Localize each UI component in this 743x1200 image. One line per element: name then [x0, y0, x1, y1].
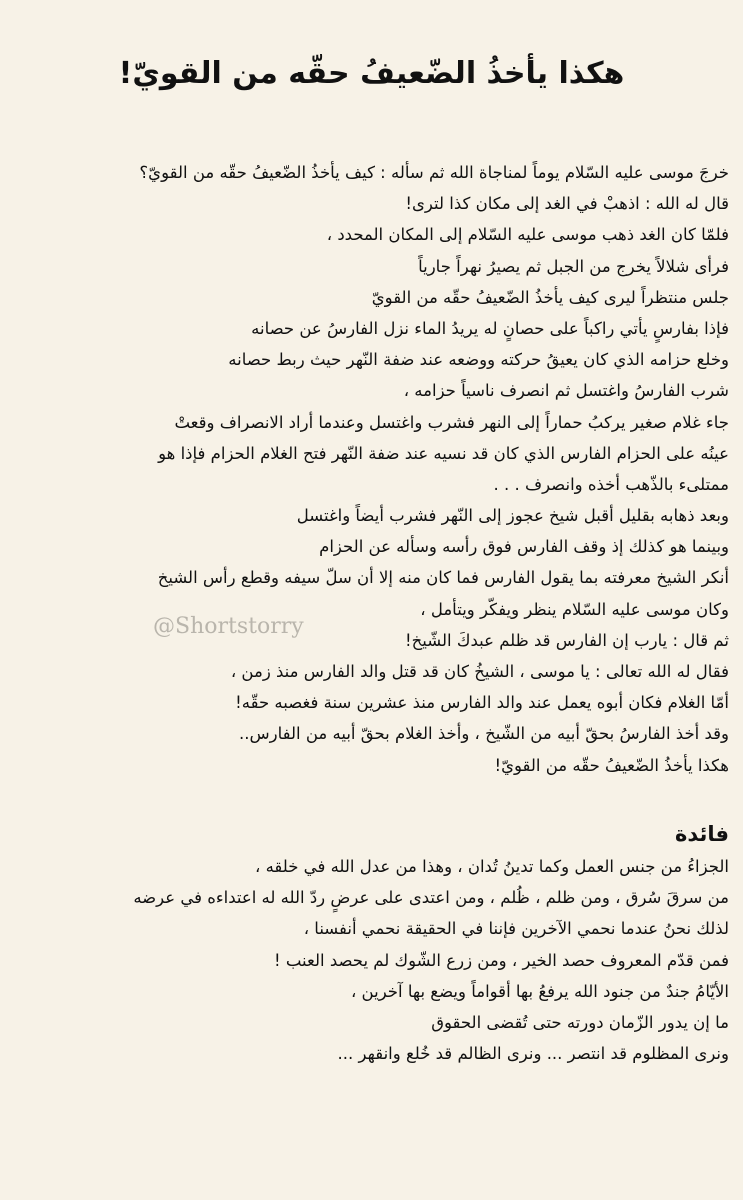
- lesson-line: الأيّامُ جندٌ من جنود الله يرفعُ بها أقواماً ويضع بها آخرين ،: [350, 981, 729, 1001]
- story-line: وكان موسى عليه السّلام ينظر ويفكّر ويتأمل ،: [420, 599, 729, 619]
- story-line: أمّا الغلام فكان أبوه يعمل عند والد الفارس منذ عشرين سنة فغصبه حقّه!: [235, 693, 729, 713]
- story-line: فلمّا كان الغد ذهب موسى عليه السّلام إلى المكان المحدد ،: [326, 225, 729, 245]
- story-line: وبعد ذهابه بقليل أقبل شيخ عجوز إلى النّهر فشرب أيضاً واغتسل: [296, 506, 729, 526]
- story-line: وقد أخذ الفارسُ بحقّ أبيه من الشّيخ ، وأخذ الغلام بحقّ أبيه من الفارس..: [239, 724, 729, 744]
- story-line: فقال له الله تعالى : يا موسى ، الشيخُ كان قد قتل والد الفارس منذ زمن ،: [230, 662, 729, 681]
- lesson-line: لذلك نحنُ عندما نحمي الآخرين فإننا في الحقيقة نحمي أنفسنا ،: [303, 919, 729, 939]
- story-line: قال له الله : اذهبْ في الغد إلى مكان كذا لترى!: [405, 194, 729, 214]
- story-line: ثم قال : يارب إن الفارس قد ظلم عبدكَ الشّيخ!: [405, 630, 729, 650]
- story-line: فإذا بفارسٍ يأتي راكباً على حصانٍ له يريدُ الماء نزل الفارسُ عن حصانه: [251, 318, 729, 338]
- story-line: أنكر الشيخ معرفته بما يقول الفارس فما كان منه إلا أن سلّ سيفه وقطع رأس الشيخ: [157, 568, 729, 588]
- lesson-line: من سرقَ سُرق ، ومن ظلم ، ظُلم ، ومن اعتدى على عرضٍ ردّ الله له اعتداءه في عرضه: [133, 888, 729, 908]
- story-line: وخلع حزامه الذي كان يعيقُ حركته ووضعه عند ضفة النّهر حيث ربط حصانه: [228, 350, 729, 370]
- lesson-heading: فائدة: [674, 822, 729, 846]
- story-line: هكذا يأخذُ الضّعيفُ حقّه من القويّ!: [494, 755, 729, 775]
- story-line: شرب الفارسُ واغتسل ثم انصرف ناسياً حزامه ،: [403, 381, 729, 401]
- story-line: عينُه على الحزام الفارس الذي كان قد نسيه عند ضفة النّهر فتح الغلام الحزام فإذا هو: [158, 443, 729, 463]
- story-line: جلس منتظراً ليرى كيف يأخذُ الضّعيفُ حقّه من القويّ: [371, 287, 729, 307]
- story-line: جاء غلام صغير يركبُ حماراً إلى النهر فشرب واغتسل وعندما أراد الانصراف وقعتْ: [174, 412, 729, 432]
- story-line: وبينما هو كذلك إذ وقف الفارس فوق رأسه وسأله عن الحزام: [319, 537, 729, 557]
- lesson-body: [14, 851, 729, 1069]
- lesson-line: ونرى المظلوم قد انتصر ... ونرى الظالم قد خُلع وانقهر ...: [337, 1044, 729, 1064]
- story-body: [14, 157, 729, 781]
- story-line: ممتلىء بالذّهب أخذه وانصرف . . .: [493, 474, 729, 494]
- lesson-line: فمن قدّم المعروف حصد الخير ، ومن زرع الشّوك لم يحصد العنب !: [273, 950, 729, 970]
- story-line: خرجَ موسى عليه السّلام يوماً لمناجاة الله ثم سأله : كيف يأخذُ الضّعيفُ حقّه من القويّ؟: [139, 163, 729, 182]
- lesson-line: الجزاءُ من جنس العمل وكما تدينُ تُدان ، وهذا من عدل الله في خلقه ،: [255, 857, 729, 876]
- watermark-handle: @Shortstorry: [153, 614, 304, 639]
- lesson-line: ما إن يدور الزّمان دورته حتى تُقضى الحقوق: [431, 1012, 729, 1032]
- story-line: فرأى شلالاً يخرج من الجبل ثم يصيرُ نهراً جارياً: [418, 256, 729, 276]
- page-title: هكذا يأخذُ الضّعيفُ حقّه من القويّ!: [118, 56, 625, 91]
